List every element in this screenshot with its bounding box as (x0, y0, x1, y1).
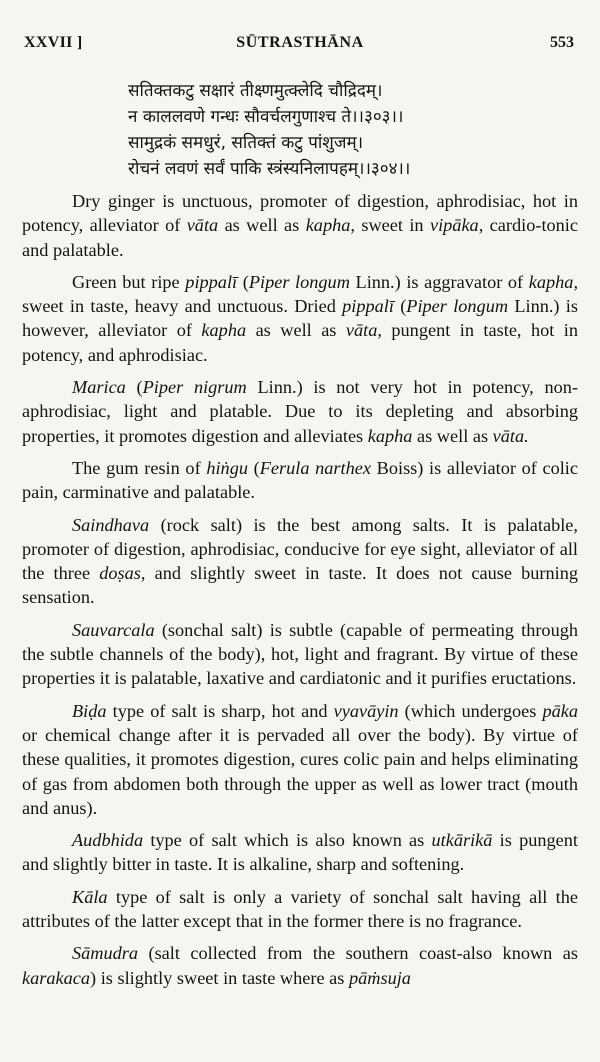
text-run: ( (237, 271, 249, 292)
text-run: ) is slightly sweet in taste where as (90, 967, 349, 988)
text-run: type of salt which is also known as (143, 830, 432, 851)
translation-text (22, 189, 578, 990)
italic-term: pippalī (185, 271, 238, 292)
text-run: type of salt is sharp, hot and (106, 700, 334, 721)
italic-term: karakaca (22, 967, 91, 988)
text-run: sweet in (354, 215, 430, 236)
paragraph-dry-ginger (22, 189, 578, 262)
italic-term: Ferula narthex (259, 457, 371, 478)
italic-term: hiṅgu (206, 457, 248, 478)
italic-term: vyavāyin (333, 700, 399, 721)
italic-term: kapha, (528, 271, 579, 292)
text-run: is pungent and slightly bitter in taste. It is alkaline, sharp and softening. (22, 830, 578, 875)
text-run: (rock salt) is the best among salts. It is palatable, promoter of digestion, aphrodisiac, conducive for eye sight, alleviator of all the three (22, 514, 578, 584)
text-run: and slightly sweet in taste. It does not cause burning sensation. (22, 563, 579, 608)
italic-term: vipāka, (429, 215, 484, 236)
verse-line-2: न काललवणे गन्धः सौवर्चलगुणाश्च ते।।३०३।। (128, 107, 404, 127)
text-run: or chemical change after it is pervaded all over the body). By virtue of these qualities, it promotes digestion, cures colic pain and helps eliminating of gas from abdomen both through the upper as well as lower tract (mouth and anus). (22, 724, 578, 818)
paragraph-samudra (22, 941, 578, 990)
verse-line-4: रोचनं लवणं सर्वं पाकि स्त्रंस्यनिलापहम्।।३०४।। (128, 159, 411, 179)
text-run: Boiss) is alleviator of colic pain, carminative and palatable. (22, 457, 578, 503)
page-number: 553 (550, 34, 574, 51)
italic-term: vāta, (345, 320, 382, 341)
section-title: SŪTRASTHĀNA (236, 34, 364, 51)
text-run: Dry ginger is unctuous, promoter of digestion, aphrodisiac, hot in potency, alleviator of (22, 191, 578, 236)
paragraph-kala (22, 885, 578, 934)
italic-term: kapha (201, 320, 247, 341)
italic-term: Marica (72, 377, 126, 398)
text-run: sweet in taste, heavy and unctuous. Dried (22, 296, 343, 317)
text-run: type of salt is only a variety of sonchal salt having all the attributes of the latter except that in the former there is no fragrance. (22, 886, 578, 932)
paragraph-audbhida (22, 828, 578, 877)
text-run: (sonchal salt) is subtle (capable of permeating through the subtle channels of the body), hot, light and fragrant. By virtue of these properties it is palatable, laxative and cardiatonic and it purifies eructations. (22, 619, 578, 689)
text-run: pungent in taste, hot in potency, and aphrodisiac. (22, 320, 579, 365)
italic-term: doṣas, (99, 563, 146, 584)
italic-term: Piper longum (248, 271, 350, 292)
verse-line-3: सामुद्रकं समधुरं, सतिक्तं कटु पांशुजम्। (128, 133, 364, 153)
text-run: (which undergoes (398, 700, 543, 721)
text-run: Linn.) is aggravator of (349, 271, 529, 292)
paragraph-bida (22, 699, 578, 820)
italic-term: kapha, (305, 215, 355, 236)
italic-term: pāṁsuja (348, 967, 411, 988)
italic-term: pippalī (342, 296, 394, 317)
paragraph-marica (22, 375, 578, 448)
italic-term: Biḍa (72, 700, 107, 721)
text-run: Linn.) is however, alleviator of (22, 296, 578, 341)
italic-term: Piper nigrum (142, 377, 247, 398)
text-run: The gum resin of (72, 457, 207, 478)
verse-line-1: सतिक्तकटु सक्षारं तीक्ष्णमुत्क्लेदि चौद्रिदम्। (128, 81, 383, 101)
paragraph-pippali (22, 270, 578, 367)
chapter-marker: XXVII ] (24, 34, 83, 51)
italic-term: pāka (542, 700, 578, 721)
italic-term: Saindhava (72, 514, 150, 535)
text-run: (salt collected from the southern coast-also known as (138, 943, 578, 964)
italic-term: Audbhida (72, 830, 144, 851)
text-run: Linn.) is not very hot in potency, non-aphrodisiac, light and platable. Due to its depleting and absorbing properties, it promotes digestion and alleviates (22, 377, 578, 446)
italic-term: Piper longum (406, 296, 509, 317)
sanskrit-verses (128, 78, 578, 182)
italic-term: Kāla (72, 886, 108, 907)
text-run: ( (247, 457, 260, 478)
text-run: as well as (218, 215, 306, 236)
italic-term: Sauvarcala (72, 619, 155, 640)
text-run: ( (125, 377, 143, 398)
running-header (22, 28, 578, 54)
paragraph-saindhava (22, 513, 578, 610)
italic-term: utkārikā (431, 830, 493, 851)
italic-term: kapha (367, 425, 413, 446)
italic-term: vāta. (492, 425, 529, 446)
italic-term: vāta (186, 215, 219, 236)
text-run: cardio-tonic and palatable. (22, 215, 578, 260)
text-run: as well as (412, 425, 493, 446)
text-run: Green but ripe (72, 271, 186, 292)
italic-term: Sāmudra (72, 943, 139, 964)
paragraph-sauvarcala (22, 618, 578, 691)
text-run: ( (393, 296, 407, 317)
text-run: as well as (246, 320, 346, 341)
paragraph-hingu (22, 456, 578, 505)
